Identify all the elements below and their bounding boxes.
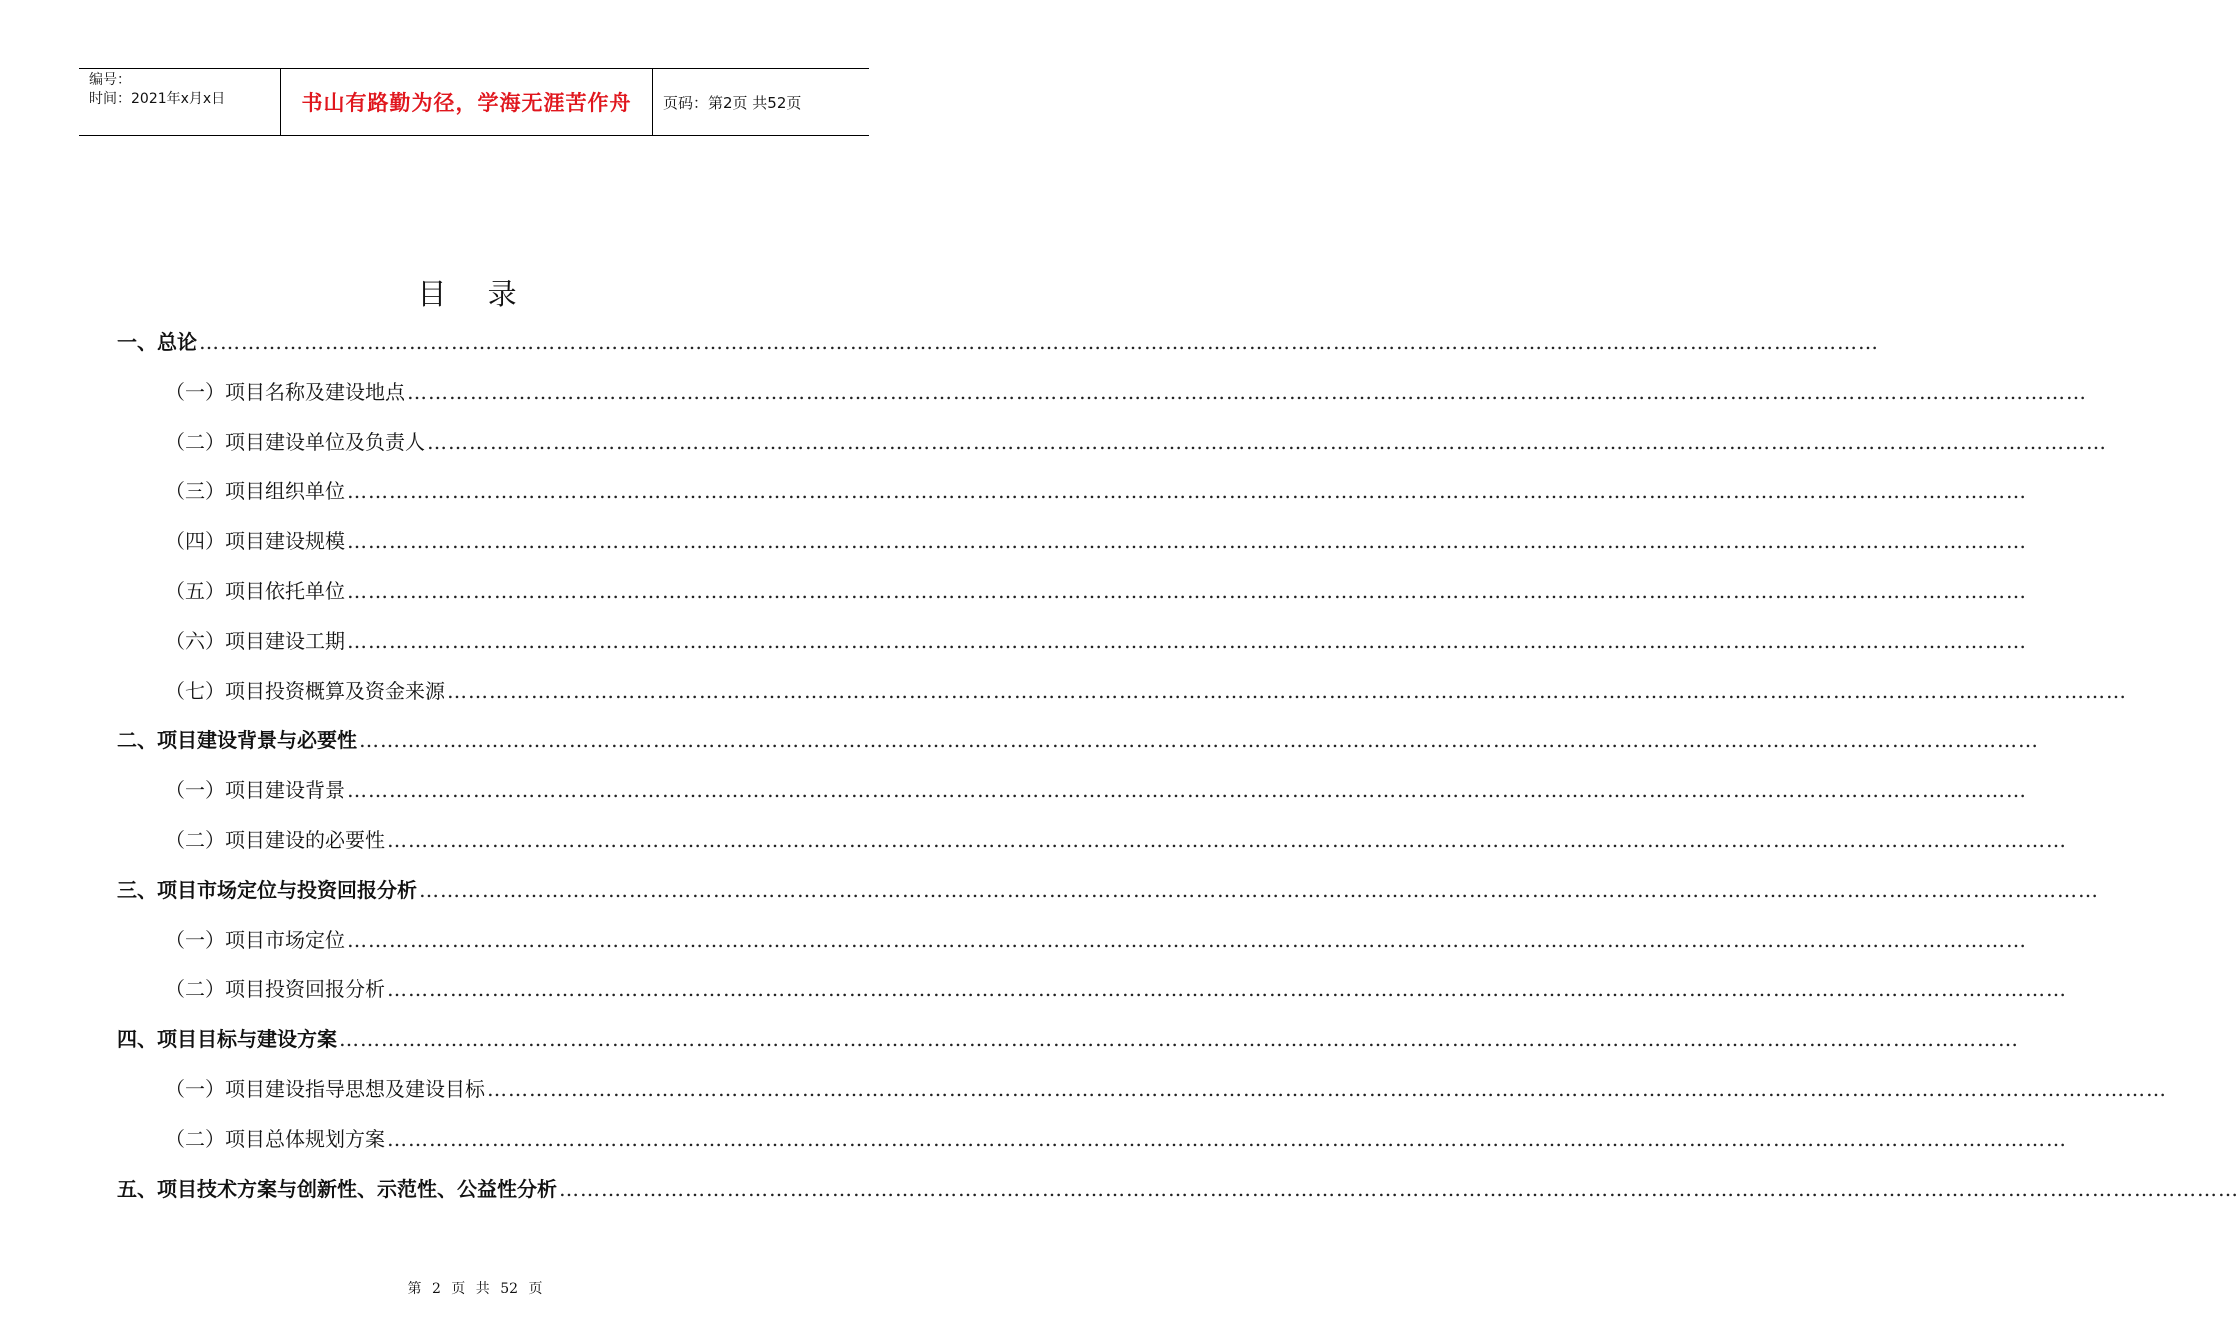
toc-dot-leader: …………………………………………………………………………………………………………………………………………………………………………………………………………………… [427, 429, 2107, 454]
toc-entry[interactable] [165, 525, 2027, 555]
toc-entry[interactable] [117, 724, 2039, 754]
toc-entry-label: 一、总论 [117, 330, 197, 354]
toc-entry-label: （一）项目建设背景 [165, 778, 345, 803]
toc-entry[interactable] [165, 1073, 2167, 1103]
toc-entry[interactable] [117, 1023, 2019, 1053]
toc-entry-label: （二）项目建设单位及负责人 [165, 429, 425, 454]
toc-dot-leader: …………………………………………………………………………………………………………………………………………………………………………………………………………………… [199, 330, 1879, 354]
toc-dot-leader: …………………………………………………………………………………………………………………………………………………………………………………………………………………… [559, 1176, 2239, 1201]
toc-dot-leader: …………………………………………………………………………………………………………………………………………………………………………………………………………………… [347, 529, 2027, 554]
toc-entry-label: （二）项目投资回报分析 [165, 977, 385, 1002]
document-header [79, 68, 869, 136]
toc-dot-leader: …………………………………………………………………………………………………………………………………………………………………………………………………………………… [347, 628, 2027, 653]
toc-entry-label: （一）项目市场定位 [165, 927, 345, 952]
toc-entry-label: （七）项目投资概算及资金来源 [165, 678, 445, 703]
toc-dot-leader: …………………………………………………………………………………………………………………………………………………………………………………………………………………… [347, 579, 2027, 603]
toc-entry-label: 五、项目技术方案与创新性、示范性、公益性分析 [117, 1176, 557, 1201]
toc-dot-leader: …………………………………………………………………………………………………………………………………………………………………………………………………………………… [359, 728, 2039, 753]
toc-title: 目 录 [417, 277, 533, 311]
toc-entry[interactable] [165, 824, 2067, 854]
toc-dot-leader: …………………………………………………………………………………………………………………………………………………………………………………………………………………… [447, 678, 2127, 703]
toc-entry-label: （五）项目依托单位 [165, 579, 345, 603]
toc-entry-label: （一）项目名称及建设地点 [165, 379, 405, 404]
serial-label: 编号： [89, 72, 131, 88]
toc-dot-leader: …………………………………………………………………………………………………………………………………………………………………………………………………………………… [339, 1027, 2019, 1052]
toc-entry-label: （一）项目建设指导思想及建设目标 [165, 1077, 485, 1101]
toc-dot-leader: …………………………………………………………………………………………………………………………………………………………………………………………………………………… [487, 1077, 2167, 1101]
toc-dot-leader: …………………………………………………………………………………………………………………………………………………………………………………………………………………… [387, 1126, 2067, 1151]
toc-dot-leader: …………………………………………………………………………………………………………………………………………………………………………………………………………………… [347, 778, 2027, 803]
header-motto-cell [281, 69, 653, 135]
toc-entry[interactable] [165, 774, 2027, 804]
toc-dot-leader: …………………………………………………………………………………………………………………………………………………………………………………………………………………… [347, 479, 2027, 504]
toc-entry[interactable] [165, 924, 2027, 954]
toc-entry-label: （四）项目建设规模 [165, 529, 345, 554]
header-motto: 书山有路勤为径，学海无涯苦作舟 [301, 91, 632, 115]
toc-entry-label: 四、项目目标与建设方案 [117, 1027, 337, 1052]
toc-entry[interactable] [165, 575, 2027, 605]
toc-entry-label: 二、项目建设背景与必要性 [117, 728, 357, 753]
toc-entry-label: （二）项目建设的必要性 [165, 828, 385, 852]
toc-dot-leader: …………………………………………………………………………………………………………………………………………………………………………………………………………………… [387, 977, 2067, 1002]
toc-entry-label: （六）项目建设工期 [165, 628, 345, 653]
header-meta-cell [79, 69, 281, 135]
time-label: 时间：2021年x月x日 [89, 91, 226, 107]
toc-entry[interactable] [165, 973, 2067, 1003]
toc-entry-label: （二）项目总体规划方案 [165, 1126, 385, 1151]
toc-entry[interactable] [165, 475, 2027, 505]
toc-entry[interactable] [165, 675, 2127, 705]
toc-entry[interactable] [117, 1173, 2239, 1203]
toc-entry[interactable] [117, 874, 2099, 904]
header-page-cell [653, 69, 869, 135]
page-footer: 第 2 页 共 52 页 [407, 1281, 543, 1297]
toc-entry[interactable] [117, 326, 1879, 356]
toc-entry-label: 三、项目市场定位与投资回报分析 [117, 877, 417, 902]
toc-entry[interactable] [165, 426, 2107, 456]
toc-dot-leader: …………………………………………………………………………………………………………………………………………………………………………………………………………………… [419, 877, 2099, 902]
toc-entry[interactable] [165, 1123, 2067, 1153]
header-page-info: 页码：第2页 共52页 [663, 93, 802, 112]
toc-entry-label: （三）项目组织单位 [165, 479, 345, 504]
toc-dot-leader: …………………………………………………………………………………………………………………………………………………………………………………………………………………… [347, 927, 2027, 952]
toc-dot-leader: …………………………………………………………………………………………………………………………………………………………………………………………………………………… [387, 828, 2067, 852]
toc-entry[interactable] [165, 376, 2087, 406]
toc-entry[interactable] [165, 625, 2027, 655]
toc-dot-leader: …………………………………………………………………………………………………………………………………………………………………………………………………………………… [407, 379, 2087, 404]
